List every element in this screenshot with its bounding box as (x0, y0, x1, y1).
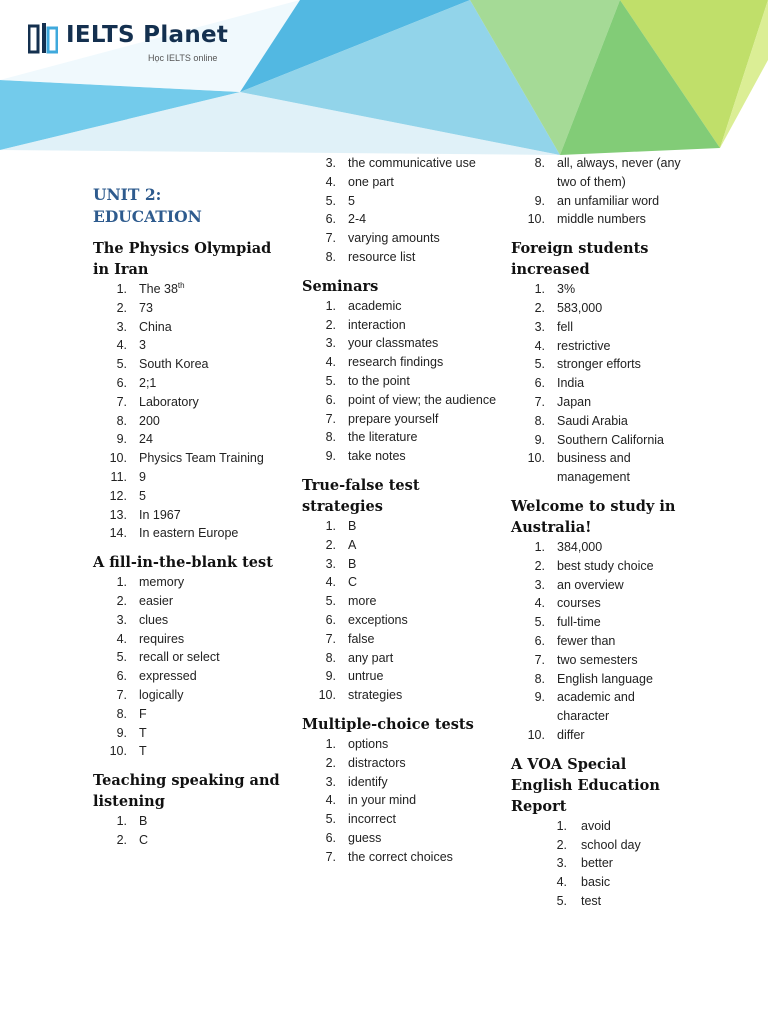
answer-item (93, 705, 283, 724)
section-welcome-australia (511, 496, 687, 745)
answer-text: recall or select (139, 650, 220, 665)
answer-number: 10. (527, 727, 545, 742)
answer-item (511, 337, 687, 356)
answer-item (511, 210, 687, 229)
answer-number: 5. (534, 615, 545, 630)
answer-number: 4. (116, 338, 127, 353)
answer-item (511, 412, 687, 431)
answer-item (93, 412, 283, 431)
answer-item (511, 670, 687, 689)
answer-text: resource list (348, 249, 416, 264)
section-title: Seminars (302, 277, 379, 295)
answer-item (511, 374, 687, 393)
answer-item (302, 154, 498, 173)
answer-text: guess (348, 830, 382, 845)
answer-text: your classmates (348, 336, 439, 351)
answer-number: 1. (534, 539, 545, 554)
answer-item (93, 686, 283, 705)
answer-item (302, 611, 498, 630)
answer-number: 1. (325, 736, 336, 751)
section-seminars (302, 276, 498, 466)
answer-number: 3. (325, 156, 336, 170)
answer-text: varying amounts (348, 231, 440, 246)
answer-number: 8. (116, 413, 127, 428)
answer-text: stronger efforts (557, 357, 641, 372)
answer-item (302, 630, 498, 649)
answer-item (93, 573, 283, 592)
answer-item (302, 353, 498, 372)
answer-text: Physics Team Training (139, 451, 264, 466)
section-multiple-choice (302, 714, 498, 867)
answer-list (511, 538, 687, 745)
answer-item (511, 726, 687, 745)
answer-item (93, 611, 283, 630)
answer-text: point of view; the audience (348, 392, 497, 407)
answer-text: take notes (348, 449, 406, 464)
answer-item (302, 848, 498, 867)
answer-number: 2. (534, 558, 545, 573)
answer-text: false (348, 631, 375, 646)
answer-item (511, 557, 687, 576)
answer-number: 3. (116, 319, 127, 334)
answer-text: China (139, 319, 172, 334)
answer-text: Saudi Arabia (557, 413, 628, 428)
answer-text: restrictive (557, 338, 611, 353)
answer-number: 10. (527, 212, 545, 227)
answer-item (93, 374, 283, 393)
answer-number: 8. (325, 430, 336, 445)
answer-item (302, 297, 498, 316)
answer-list (511, 280, 687, 487)
section-physics-olympiad (93, 238, 283, 543)
answer-text: 73 (139, 300, 153, 315)
answer-number: 2. (116, 832, 127, 847)
answer-number: 9. (116, 432, 127, 447)
answer-item (511, 449, 687, 487)
answer-text: B (348, 518, 357, 533)
answer-text: middle numbers (557, 212, 646, 227)
answer-item (511, 836, 687, 855)
section-title: Welcome to study in Australia! (511, 497, 676, 536)
answer-item (511, 576, 687, 595)
section-title: A fill-in-the-blank test (93, 554, 273, 572)
answer-text: in your mind (348, 793, 417, 808)
answer-number: 8. (534, 156, 545, 170)
answer-number: 1. (556, 818, 567, 833)
section-fill-in-the-blank (93, 552, 283, 761)
answer-number: 2. (116, 593, 127, 608)
answer-text: fell (557, 319, 573, 334)
answer-item (511, 280, 687, 299)
answer-item (302, 555, 498, 574)
answer-text: school day (581, 837, 641, 852)
answer-text: 24 (139, 432, 153, 447)
answer-item (93, 393, 283, 412)
answer-item (93, 487, 283, 506)
answer-item (302, 686, 498, 705)
answer-text: A (348, 537, 357, 552)
answer-item (511, 299, 687, 318)
answer-text: full-time (557, 615, 601, 630)
answer-number: 1. (116, 282, 127, 296)
answer-number: 6. (534, 376, 545, 391)
section-teaching-speaking (93, 770, 283, 850)
section-title: Multiple-choice tests (302, 715, 474, 733)
answer-number: 6. (534, 633, 545, 648)
answer-item (511, 613, 687, 632)
answer-text: English language (557, 671, 653, 686)
answer-text: to the point (348, 373, 410, 388)
column-right (511, 154, 687, 911)
answer-text: the literature (348, 430, 418, 445)
answer-number: 6. (325, 392, 336, 407)
answer-text: prepare yourself (348, 411, 439, 426)
answer-text: 2;1 (139, 375, 157, 390)
answer-number: 6. (116, 375, 127, 390)
logo-icon (28, 22, 58, 56)
answer-text: B (139, 814, 148, 829)
answer-item (93, 299, 283, 318)
answer-item (93, 724, 283, 743)
answer-number: 3. (325, 336, 336, 351)
answer-number: 7. (116, 687, 127, 702)
answer-list (93, 812, 283, 850)
answer-text: basic (581, 875, 611, 890)
column-middle (302, 154, 498, 867)
answer-text (139, 280, 283, 299)
answer-text: research findings (348, 355, 444, 370)
answer-text: fewer than (557, 633, 616, 648)
section-true-false (302, 475, 498, 705)
answer-text: business and management (557, 451, 631, 485)
answer-item (511, 355, 687, 374)
answer-number: 7. (325, 849, 336, 864)
answer-text: logically (139, 687, 184, 702)
answer-text: courses (557, 596, 601, 611)
answer-item (302, 447, 498, 466)
answer-number: 9. (534, 193, 545, 208)
answer-text: C (348, 575, 358, 590)
answer-text: interaction (348, 317, 406, 332)
answer-text: options (348, 736, 389, 751)
answer-number: 2. (534, 300, 545, 315)
answer-number: 5. (116, 650, 127, 665)
answer-number: 3. (534, 319, 545, 334)
answer-number: 3. (325, 774, 336, 789)
answer-item (93, 524, 283, 543)
answer-text: T (139, 744, 147, 759)
answer-number: 12. (109, 488, 127, 503)
answer-number: 5. (534, 357, 545, 372)
answer-item (302, 173, 498, 192)
answer-list (93, 280, 283, 543)
answer-number: 7. (534, 652, 545, 667)
answer-number: 5. (325, 193, 336, 208)
answer-item (93, 318, 283, 337)
answer-text: better (581, 856, 613, 871)
answer-number: 3. (325, 556, 336, 571)
answer-item (511, 538, 687, 557)
section-title: Teaching speaking and listening (93, 772, 280, 811)
answer-item (302, 573, 498, 592)
answer-text: identify (348, 774, 388, 789)
answer-number: 8. (325, 650, 336, 665)
answer-number: 2. (325, 317, 336, 332)
answer-text: 5 (139, 488, 146, 503)
ordinal-suffix: th (177, 281, 185, 290)
answer-number: 6. (325, 830, 336, 845)
answer-text: 2-4 (348, 212, 367, 227)
answer-item (302, 391, 498, 410)
answer-text: strategies (348, 688, 403, 703)
answer-list (302, 517, 498, 705)
answer-item (93, 742, 283, 761)
unit-title: UNIT 2: EDUCATION (93, 185, 202, 226)
answer-text: more (348, 594, 377, 609)
answer-number: 6. (325, 212, 336, 227)
answer-text: 3 (139, 338, 146, 353)
answer-number: 4. (534, 338, 545, 353)
section-voa-report (511, 754, 687, 911)
answer-number: 11. (110, 469, 127, 484)
answer-number: 7. (325, 631, 336, 646)
answer-text: distractors (348, 755, 406, 770)
answer-item (302, 592, 498, 611)
answer-item (302, 791, 498, 810)
answer-text: T (139, 725, 147, 740)
section-foreign-students (511, 238, 687, 487)
brand-name: IELTS Planet (66, 22, 229, 48)
brand-logo (28, 22, 248, 68)
answer-text: 583,000 (557, 300, 603, 315)
answer-number: 8. (116, 706, 127, 721)
answer-number: 6. (116, 669, 127, 684)
answer-text: avoid (581, 818, 611, 833)
answer-text: C (139, 832, 149, 847)
answer-item (302, 829, 498, 848)
answer-list (93, 573, 283, 761)
answer-item (511, 873, 687, 892)
answer-text: 9 (139, 469, 146, 484)
answer-number: 7. (116, 394, 127, 409)
answer-number: 13. (109, 507, 127, 522)
answer-text: academic and character (557, 690, 635, 724)
answer-item (93, 667, 283, 686)
answer-item (511, 154, 687, 192)
column-left (93, 184, 283, 850)
answer-item (93, 449, 283, 468)
answer-number: 5. (556, 893, 567, 908)
answer-text: easier (139, 593, 174, 608)
answer-item (302, 735, 498, 754)
answer-list-continued (511, 154, 687, 229)
section-title: Foreign students increased (511, 240, 649, 279)
answer-item (93, 812, 283, 831)
answer-item (93, 355, 283, 374)
answer-text: an overview (557, 577, 624, 592)
answer-list-continued (302, 154, 498, 267)
answer-number: 2. (116, 300, 127, 315)
answer-number: 2. (556, 837, 567, 852)
answer-item (93, 831, 283, 850)
answer-item (302, 773, 498, 792)
answer-item (302, 649, 498, 668)
answer-number: 1. (325, 518, 336, 533)
section-title: True-false test strategies (302, 476, 420, 515)
answer-text: memory (139, 575, 185, 590)
answer-number: 6. (325, 612, 336, 627)
answer-text-main: The 38 (139, 282, 178, 296)
answer-item (511, 632, 687, 651)
answer-item (93, 648, 283, 667)
answer-text: Laboratory (139, 394, 199, 409)
answer-text: exceptions (348, 612, 408, 627)
answer-text: expressed (139, 669, 197, 684)
answer-text: 384,000 (557, 539, 603, 554)
answer-item (93, 336, 283, 355)
answer-text: In eastern Europe (139, 526, 239, 541)
answer-number: 1. (325, 298, 336, 313)
answer-item (511, 892, 687, 911)
answer-item (511, 688, 687, 726)
answer-text: all, always, never (any two of them) (557, 156, 681, 189)
answer-text: test (581, 893, 602, 908)
answer-text: academic (348, 298, 402, 313)
answer-number: 4. (325, 793, 336, 808)
answer-text: an unfamiliar word (557, 193, 660, 208)
answer-item (93, 468, 283, 487)
answer-text: two semesters (557, 652, 638, 667)
answer-number: 9. (325, 669, 336, 684)
answer-number: 4. (116, 631, 127, 646)
answer-item (93, 280, 283, 299)
answer-number: 3. (116, 612, 127, 627)
answer-number: 2. (325, 537, 336, 552)
answer-number: 9. (534, 690, 545, 705)
answer-item (302, 754, 498, 773)
answer-item (93, 630, 283, 649)
answer-number: 8. (534, 671, 545, 686)
answer-item (302, 192, 498, 211)
answer-item (511, 817, 687, 836)
answer-text: B (348, 556, 357, 571)
answer-item (93, 506, 283, 525)
answer-number: 1. (116, 575, 127, 590)
answer-number: 7. (325, 231, 336, 246)
answer-text: F (139, 706, 147, 721)
answer-text: 3% (557, 282, 576, 297)
answer-item (511, 318, 687, 337)
answer-number: 10. (527, 451, 545, 466)
answer-number: 2. (325, 755, 336, 770)
answer-number: 5. (116, 357, 127, 372)
answer-text: best study choice (557, 558, 654, 573)
answer-text: India (557, 376, 585, 391)
answer-item (302, 334, 498, 353)
answer-item (511, 393, 687, 412)
answer-number: 4. (325, 174, 336, 189)
answer-number: 10. (109, 451, 127, 466)
answer-number: 3. (556, 856, 567, 871)
answer-list (511, 817, 687, 911)
answer-item (511, 431, 687, 450)
answer-text: requires (139, 631, 185, 646)
answer-item (302, 248, 498, 267)
answer-number: 10. (318, 688, 336, 703)
answer-item (302, 410, 498, 429)
answer-number: 4. (556, 875, 567, 890)
answer-text: one part (348, 174, 394, 189)
section-title: The Physics Olympiad in Iran (93, 240, 272, 278)
answer-number: 4. (534, 596, 545, 611)
answer-text: Southern California (557, 432, 665, 447)
answer-item (511, 594, 687, 613)
answer-item (302, 667, 498, 686)
answer-number: 8. (325, 249, 336, 264)
answer-text: untrue (348, 669, 384, 684)
answer-text: Japan (557, 394, 592, 409)
answer-item (93, 592, 283, 611)
answer-text: any part (348, 650, 394, 665)
answer-number: 1. (116, 814, 127, 829)
answer-number: 1. (534, 282, 545, 297)
brand-tagline: Học IELTS online (148, 53, 218, 63)
answer-number: 9. (325, 449, 336, 464)
answer-number: 9. (116, 725, 127, 740)
answer-number: 5. (325, 373, 336, 388)
answer-number: 3. (534, 577, 545, 592)
answer-number: 9. (534, 432, 545, 447)
answer-item (511, 651, 687, 670)
answer-number: 7. (325, 411, 336, 426)
answer-number: 8. (534, 413, 545, 428)
answer-text: 5 (348, 193, 355, 208)
answer-text: clues (139, 612, 169, 627)
answer-item (302, 428, 498, 447)
answer-number: 5. (325, 594, 336, 609)
answer-text: the communicative use (348, 156, 476, 170)
answer-item (302, 210, 498, 229)
answer-item (93, 430, 283, 449)
answer-item (511, 854, 687, 873)
answer-text: South Korea (139, 357, 209, 372)
answer-list (302, 735, 498, 867)
answer-item (302, 316, 498, 335)
answer-item (302, 810, 498, 829)
answer-item (302, 536, 498, 555)
section-title: A VOA Special English Education Report (511, 755, 660, 815)
answer-text: the correct choices (348, 849, 453, 864)
answer-text: differ (557, 727, 585, 742)
answer-text: 200 (139, 413, 160, 428)
answer-item (302, 372, 498, 391)
answer-item (302, 229, 498, 248)
answer-text: In 1967 (139, 507, 181, 522)
answer-number: 10. (109, 744, 127, 759)
answer-list (302, 297, 498, 466)
answer-item (302, 517, 498, 536)
answer-number: 5. (325, 812, 336, 827)
answer-number: 4. (325, 355, 336, 370)
answer-number: 14. (109, 526, 127, 541)
answer-number: 4. (325, 575, 336, 590)
answer-text: incorrect (348, 812, 396, 827)
answer-item (511, 192, 687, 211)
answer-number: 7. (534, 394, 545, 409)
